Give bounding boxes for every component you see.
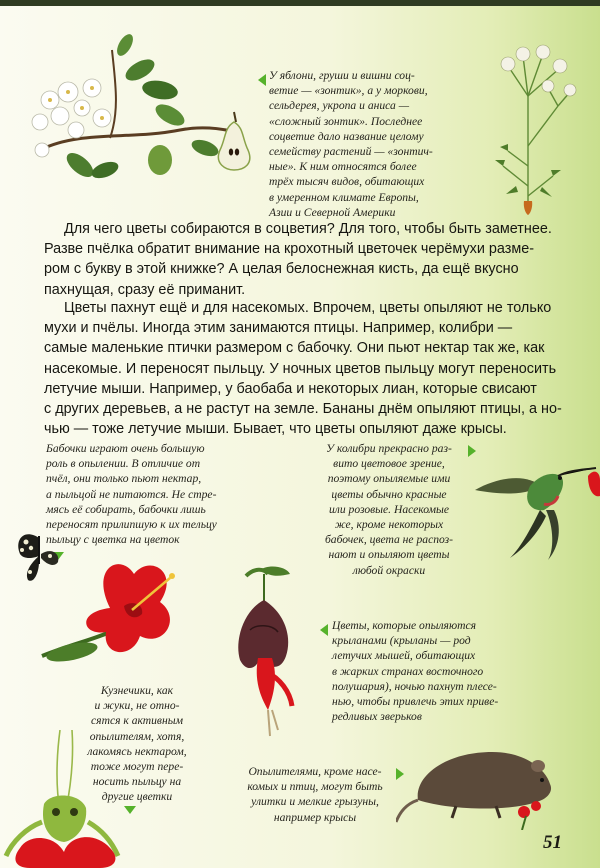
- hibiscus-illustration: [32, 548, 182, 666]
- caption-bats: Цветы, которые опыляются крыланами (крыланы — род летучих мышей, обитающих в жарких странах восточного полушария), ночью пахнут плесе- нью, чтобы привлечь этих приве- редливых зверьков: [332, 619, 499, 724]
- caption-rodents: Опылителями, кроме насе- комых и птиц, могут быть улитки и мелкие грызуны, например крысы: [247, 765, 383, 824]
- body-paragraph-1: Для чего цветы собираются в соцветия? Для того, чтобы быть заметнее. Разве пчёлка обратит внимание на крохотный цветочек черёмухи разме- ром с букву в этой книжке? А целая белоснежная кисть, да ещё вкусно пахнущая, сразу её приманит.: [44, 221, 552, 298]
- caption-hummingbird: У колибри прекрасно раз- вито цветовое зрение, поэтому опыляемые ими цветы обычно красные или розовые. Насекомые же, кроме некоторых бабочек, цвета не распоз- нают и опыляют цветы любой окраски: [324, 442, 454, 577]
- hummingbird-illustration: [470, 446, 600, 566]
- caption-grasshoppers: Кузнечики, как и жуки, не отно- сятся к активным опылителям, хотя, лакомясь нектаром, тоже могут пере- носить пыльцу на другие цветки: [87, 684, 187, 804]
- caption-apple-carrot: У яблони, груши и вишни соц- ветие — «зонтик», а у моркови, сельдерея, укропа и аниса — «сложный зонтик». Последнее соцветие дало название целому семейству растений — «зонтич- ные». К ним относятся более трёх тысяч видов, обитающих в умеренном климате Европы, Азии и Северной Америки: [269, 69, 433, 219]
- page-number: 51: [543, 832, 562, 853]
- caption-butterflies: Бабочки играют очень большую роль в опылении. В отличие от пчёл, они только пьют нектар, а пыльцой не питаются. Не стре- мясь её собирать, бабочки лишь переносят прилипшую к их тельцу пыльцу с цветка на цветок: [46, 442, 217, 547]
- pear-illustration: [214, 108, 254, 172]
- caption-marker-icon: [258, 74, 266, 86]
- fruit-bat-illustration: [220, 560, 330, 750]
- grasshopper-illustration: [0, 730, 150, 868]
- body-paragraph-2: Цветы пахнут ещё и для насекомых. Впрочем, цветы опыляют не только мухи и пчёлы. Иногда этим занимаются птицы. Например, колибри — самые маленькие птички размером с бабочку. Они пьют нектар так же, как насекомые. И переносят пыльцу. У ночных цветов пыльцу могут переносить летучие мыши. Например, у баобаба и некоторых лиан, которые свисают с других деревьев, а не растут на земле. Бананы днём опыляют птицы, а но- чью — тоже летучие мыши. Бывает, что цветы опыляют даже крысы.: [44, 300, 562, 438]
- caption-marker-icon: [320, 624, 328, 636]
- apple-blossom-illustration: [20, 30, 240, 200]
- rat-illustration: [396, 740, 566, 830]
- carrot-plant-illustration: [488, 36, 578, 216]
- top-border: [0, 0, 600, 6]
